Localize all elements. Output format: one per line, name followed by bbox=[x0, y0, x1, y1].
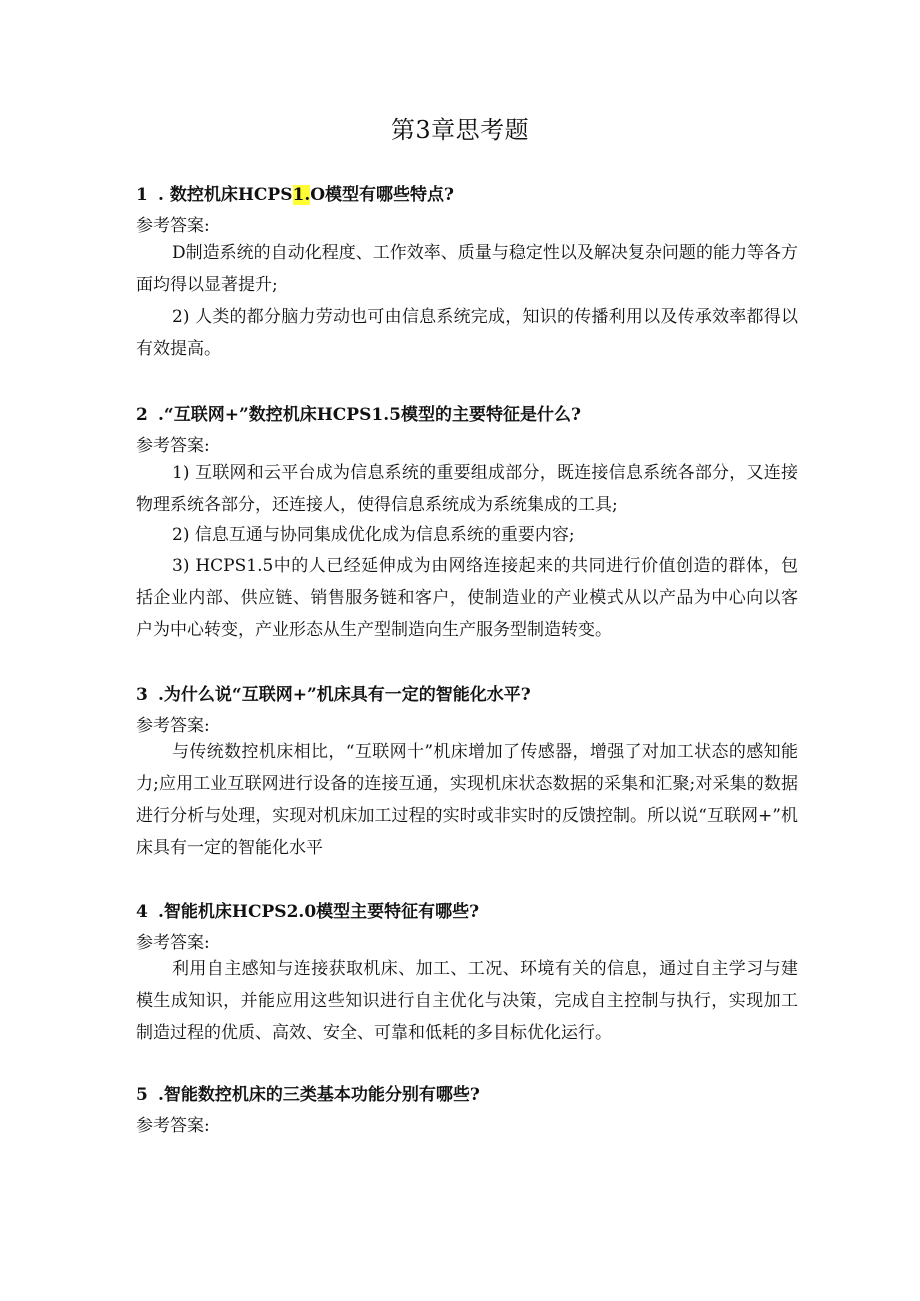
answer-paragraph: 1) 互联网和云平台成为信息系统的重要组成部分，既连接信息系统各部分，又连接物理系统各部分，还连接人，使得信息系统成为系统集成的工具; bbox=[136, 463, 798, 515]
answer-paragraph: 与传统数控机床相比，“互联网十”机床增加了传感器，增强了对加工状态的感知能力;应用工业互联网进行设备的连接互通，实现机床状态数据的采集和汇聚;对采集的数据进行分析与处理，实现对机床加工过程的实时或非实时的反馈控制。所以说“互联网+”机床具有一定的智能化水平 bbox=[136, 742, 798, 858]
question-number: 5 bbox=[136, 1085, 148, 1105]
question-number: 2 bbox=[136, 405, 148, 425]
question-number: 4 bbox=[136, 902, 148, 922]
highlighted-text: 1. bbox=[292, 185, 311, 205]
question-5-heading bbox=[136, 1080, 796, 1105]
question-text: . 数控机床HCPS bbox=[158, 185, 293, 205]
question-4-heading bbox=[136, 897, 796, 922]
answer-paragraph: 3) HCPS1.5中的人已经延伸成为由网络连接起来的共同进行价值创造的群体，包括企业内部、供应链、销售服务链和客户，使制造业的产业模式从以产品为中心向以客户为中心转变，产业形态从生产型制造向生产服务型制造转变。 bbox=[136, 556, 798, 640]
reference-answer-label: 参考答案: bbox=[136, 716, 210, 736]
reference-answer-label: 参考答案: bbox=[136, 216, 210, 236]
reference-answer-label: 参考答案: bbox=[136, 1116, 210, 1136]
question-number: 3 bbox=[136, 685, 148, 705]
answer-paragraph: D制造系统的自动化程度、工作效率、质量与稳定性以及解决复杂问题的能力等各方面均得以显著提升; bbox=[136, 243, 798, 295]
answer-paragraph: 2) 信息互通与协同集成优化成为信息系统的重要内容; bbox=[172, 525, 575, 545]
question-text: .智能数控机床的三类基本功能分别有哪些? bbox=[158, 1085, 480, 1105]
question-number: 1 bbox=[136, 185, 148, 205]
question-text: O模型有哪些特点? bbox=[310, 185, 455, 205]
reference-answer-label: 参考答案: bbox=[136, 436, 210, 456]
question-text: .智能机床HCPS2.0模型主要特征有哪些? bbox=[158, 902, 480, 922]
page-title: 第3章思考题 bbox=[390, 116, 530, 144]
reference-answer-label: 参考答案: bbox=[136, 933, 210, 953]
question-text: .“互联网+”数控机床HCPS1.5模型的主要特征是什么? bbox=[158, 405, 581, 425]
question-1-heading bbox=[136, 180, 796, 205]
answer-paragraph: 2) 人类的都分脑力劳动也可由信息系统完成，知识的传播利用以及传承效率都得以有效提高。 bbox=[136, 307, 798, 359]
question-text: .为什么说“互联网+”机床具有一定的智能化水平? bbox=[158, 685, 531, 705]
question-2-heading bbox=[136, 400, 796, 425]
question-3-heading bbox=[136, 680, 796, 705]
answer-paragraph: 利用自主感知与连接获取机床、加工、工况、环境有关的信息，通过自主学习与建模生成知识，并能应用这些知识进行自主优化与决策，完成自主控制与执行，实现加工制造过程的优质、高效、安全、可靠和低耗的多目标优化运行。 bbox=[136, 959, 798, 1043]
